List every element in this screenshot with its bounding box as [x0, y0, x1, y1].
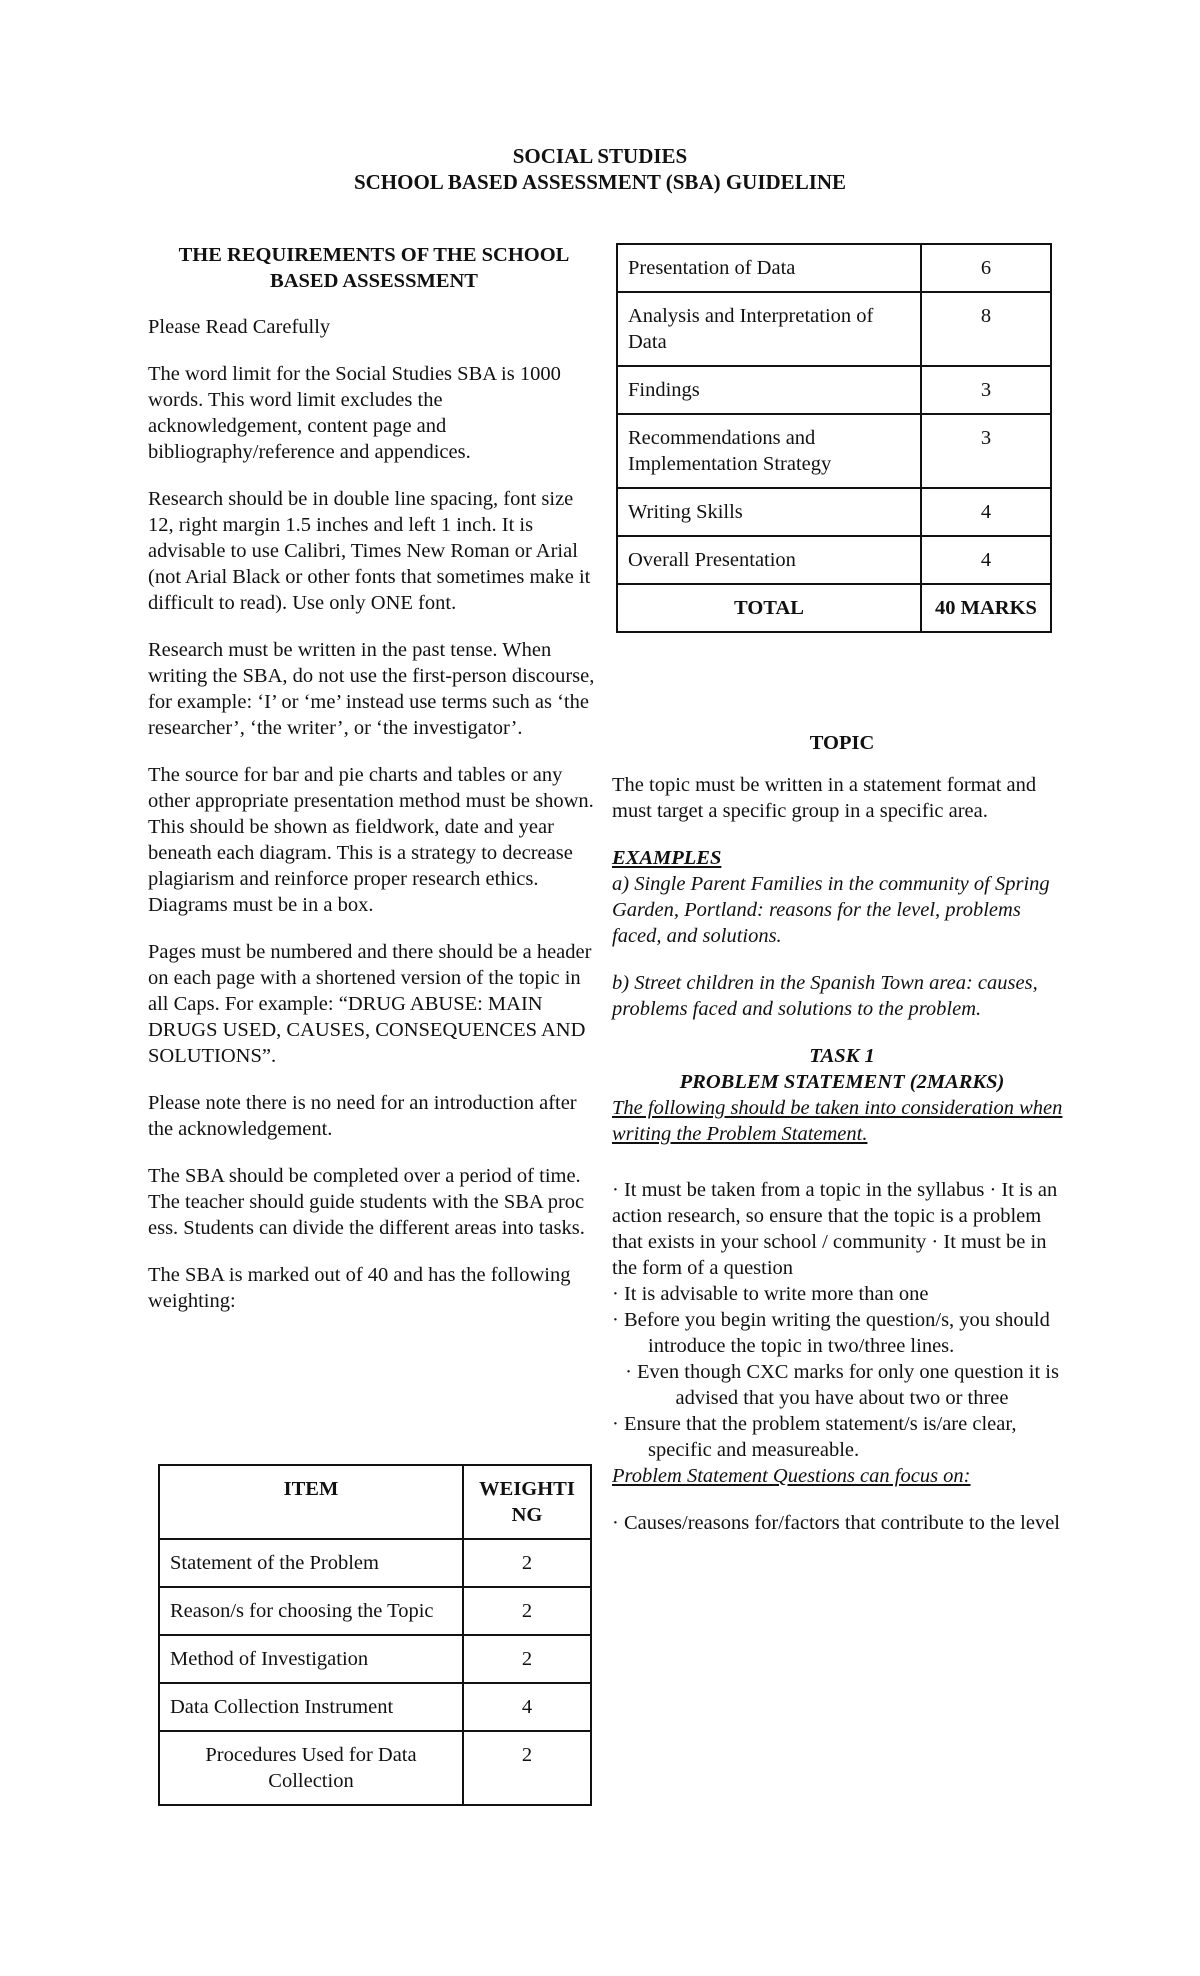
- example-a: a) Single Parent Families in the community of Spring Garden, Portland: reasons for the level, problems faced, and solutions.: [612, 873, 1050, 947]
- bullet-item: · Before you begin writing the question/s, you should introduce the topic in two/three lines.: [612, 1309, 1050, 1357]
- weight-cell: 4: [463, 1683, 591, 1731]
- example-b: b) Street children in the Spanish Town area: causes, problems faced and solutions to the problem.: [612, 972, 1038, 1020]
- bullet-item: · Causes/reasons for/factors that contribute to the level: [612, 1512, 1061, 1534]
- item-cell: Writing Skills: [617, 488, 921, 536]
- column-header-item: ITEM: [159, 1465, 463, 1539]
- table-row: [617, 366, 1051, 414]
- weight-cell: 6: [921, 244, 1051, 292]
- task-heading: TASK 1: [809, 1045, 875, 1067]
- table-header-row: [159, 1465, 591, 1539]
- item-cell: Findings: [617, 366, 921, 414]
- weight-cell: 2: [463, 1731, 591, 1805]
- item-cell: Presentation of Data: [617, 244, 921, 292]
- topic-text: The topic must be written in a statement format and must target a specific group in a specific area.: [612, 774, 1037, 822]
- weight-cell: 3: [921, 366, 1051, 414]
- item-cell: Procedures Used for Data Collection: [159, 1731, 463, 1805]
- bullet-intro: · It must be taken from a topic in the syllabus · It is an action research, so ensure that the topic is a problem that exists in your school / community · It must be in the form of a question: [612, 1179, 1058, 1279]
- item-cell: Reason/s for choosing the Topic: [159, 1587, 463, 1635]
- consideration-heading: The following should be taken into consideration when writing the Problem Statement.: [612, 1097, 1063, 1145]
- focus-heading: Problem Statement Questions can focus on:: [612, 1465, 971, 1487]
- weight-cell: 4: [921, 488, 1051, 536]
- item-cell: Overall Presentation: [617, 536, 921, 584]
- paragraph: The word limit for the Social Studies SBA is 1000 words. This word limit excludes the acknowledgement, content page and bibliography/reference and appendices.: [148, 363, 561, 463]
- weight-cell: 2: [463, 1539, 591, 1587]
- bullet-item: · Even though CXC marks for only one question it is advised that you have about two or three: [625, 1361, 1059, 1409]
- weighting-table-part2: [616, 243, 1052, 633]
- examples-heading: EXAMPLES: [612, 847, 722, 869]
- paragraph: The SBA is marked out of 40 and has the following weighting:: [148, 1264, 571, 1312]
- total-label: TOTAL: [617, 584, 921, 632]
- page-title: SOCIAL STUDIES: [512, 144, 688, 168]
- item-cell: Method of Investigation: [159, 1635, 463, 1683]
- paragraph: The SBA should be completed over a period of time. The teacher should guide students with the SBA proc ess. Students can divide the different areas into tasks.: [148, 1165, 585, 1239]
- table-row: [159, 1683, 591, 1731]
- total-value: 40 MARKS: [921, 584, 1051, 632]
- table-row: [617, 536, 1051, 584]
- paragraph: Research should be in double line spacing, font size 12, right margin 1.5 inches and left 1 inch. It is advisable to use Calibri, Times New Roman or Arial (not Arial Black or other fonts that sometimes make it difficult to read). Use only ONE font.: [148, 488, 591, 614]
- weight-cell: 2: [463, 1587, 591, 1635]
- table-row: [159, 1731, 591, 1805]
- bullet-item: · Ensure that the problem statement/s is/are clear, specific and measureable.: [612, 1413, 1017, 1461]
- bullet-item: · It is advisable to write more than one: [612, 1283, 929, 1305]
- total-row: [617, 584, 1051, 632]
- requirements-heading: THE REQUIREMENTS OF THE SCHOOL BASED ASSESSMENT: [178, 244, 570, 292]
- table-row: [159, 1587, 591, 1635]
- right-column: [612, 730, 1072, 1536]
- paragraph: Please note there is no need for an introduction after the acknowledgement.: [148, 1092, 577, 1140]
- table-row: [617, 488, 1051, 536]
- table-row: [617, 292, 1051, 366]
- left-column: [148, 242, 600, 1335]
- paragraph: Research must be written in the past tense. When writing the SBA, do not use the first-person discourse, for example: ‘I’ or ‘me’ instead use terms such as ‘the researcher’, ‘the writer’, or ‘the investigator’.: [148, 639, 595, 739]
- task-subheading: PROBLEM STATEMENT (2MARKS): [679, 1071, 1005, 1093]
- table-row: [159, 1539, 591, 1587]
- table-row: [159, 1635, 591, 1683]
- weight-cell: 8: [921, 292, 1051, 366]
- weight-cell: 2: [463, 1635, 591, 1683]
- weight-cell: 4: [921, 536, 1051, 584]
- item-cell: Statement of the Problem: [159, 1539, 463, 1587]
- paragraph: The source for bar and pie charts and tables or any other appropriate presentation method must be shown. This should be shown as fieldwork, date and year beneath each diagram. This is a strategy to decrease plagiarism and reinforce proper research ethics. Diagrams must be in a box.: [148, 764, 594, 916]
- item-cell: Analysis and Interpretation of Data: [617, 292, 921, 366]
- column-header-weighting: WEIGHTI NG: [463, 1465, 591, 1539]
- topic-heading: TOPIC: [809, 732, 875, 754]
- item-cell: Data Collection Instrument: [159, 1683, 463, 1731]
- item-cell: Recommendations and Implementation Strategy: [617, 414, 921, 488]
- paragraph: Please Read Carefully: [148, 316, 331, 338]
- table-row: [617, 244, 1051, 292]
- weight-cell: 3: [921, 414, 1051, 488]
- page-subtitle: SCHOOL BASED ASSESSMENT (SBA) GUIDELINE: [353, 170, 847, 194]
- paragraph: Pages must be numbered and there should be a header on each page with a shortened version of the topic in all Caps. For example: “DRUG ABUSE: MAIN DRUGS USED, CAUSES, CONSEQUENCES AND SOLUTIONS”.: [148, 941, 592, 1067]
- table-row: [617, 414, 1051, 488]
- weighting-table-part1: [158, 1464, 592, 1806]
